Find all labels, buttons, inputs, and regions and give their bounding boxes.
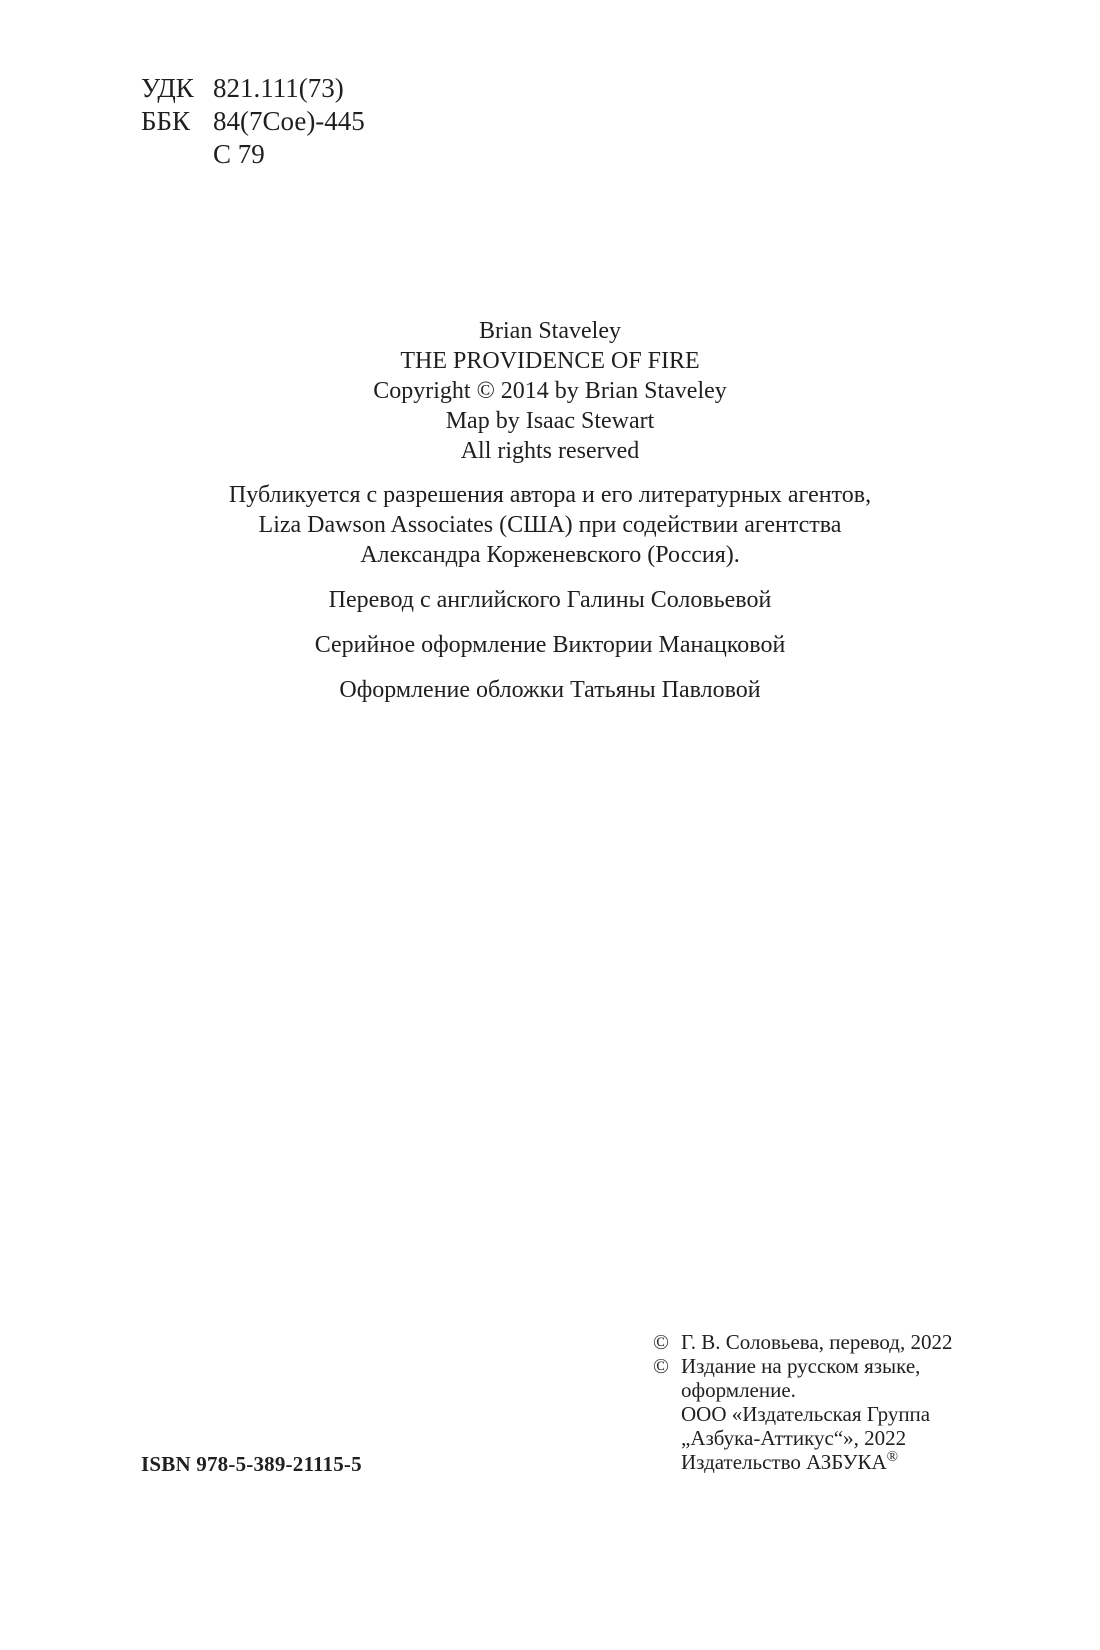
edition-copyright-line: оформление.: [681, 1378, 796, 1402]
publisher-line: [653, 1450, 953, 1474]
rights-reserved: All rights reserved: [460, 438, 640, 464]
copyright-symbol: ©: [653, 1354, 669, 1378]
credits-block: [0, 316, 1100, 705]
publisher-name: Издательство АЗБУКА: [681, 1450, 887, 1474]
permission-line: Публикуется с разрешения автора и его литературных агентов,: [228, 482, 872, 508]
original-copyright: Copyright © 2014 by Brian Staveley: [373, 378, 727, 404]
original-author: Brian Staveley: [479, 318, 621, 344]
bbk-value: 84(7Сое)-445: [213, 106, 365, 136]
udk-value: 821.111(73): [213, 73, 344, 103]
translation-copyright: [653, 1330, 953, 1354]
bbk-row: [141, 105, 365, 138]
permission-line: Liza Dawson Associates (США) при содействии агентства: [258, 512, 842, 538]
registered-mark: ®: [886, 1449, 899, 1465]
original-title: THE PROVIDENCE OF FIRE: [400, 348, 700, 374]
udk-row: [141, 72, 365, 105]
copyright-notices: [653, 1330, 953, 1474]
isbn: ISBN 978-5-389-21115-5: [141, 1452, 362, 1476]
author-mark: С 79: [213, 139, 265, 169]
translation-credit: Перевод с английского Галины Соловьевой: [328, 587, 772, 613]
udk-label: УДК: [141, 73, 194, 103]
edition-copyright-line: „Азбука-Аттикус“», 2022: [681, 1426, 907, 1450]
series-design-credit: Серийное оформление Виктории Манацковой: [314, 632, 786, 658]
permission-line: Александра Корженевского (Россия).: [360, 542, 740, 568]
classification-block: [141, 72, 365, 171]
translation-copyright-text: Г. В. Соловьева, перевод, 2022: [681, 1330, 953, 1354]
edition-copyright-line: ООО «Издательская Группа: [681, 1402, 931, 1426]
edition-copyright: [653, 1354, 953, 1378]
cover-design-credit: Оформление обложки Татьяны Павловой: [339, 677, 761, 703]
map-credit: Map by Isaac Stewart: [445, 408, 655, 434]
edition-copyright-text: Издание на русском языке,: [681, 1354, 921, 1378]
permission-notice: [0, 480, 1100, 570]
copyright-symbol: ©: [653, 1330, 669, 1354]
bbk-label: ББК: [141, 106, 191, 136]
